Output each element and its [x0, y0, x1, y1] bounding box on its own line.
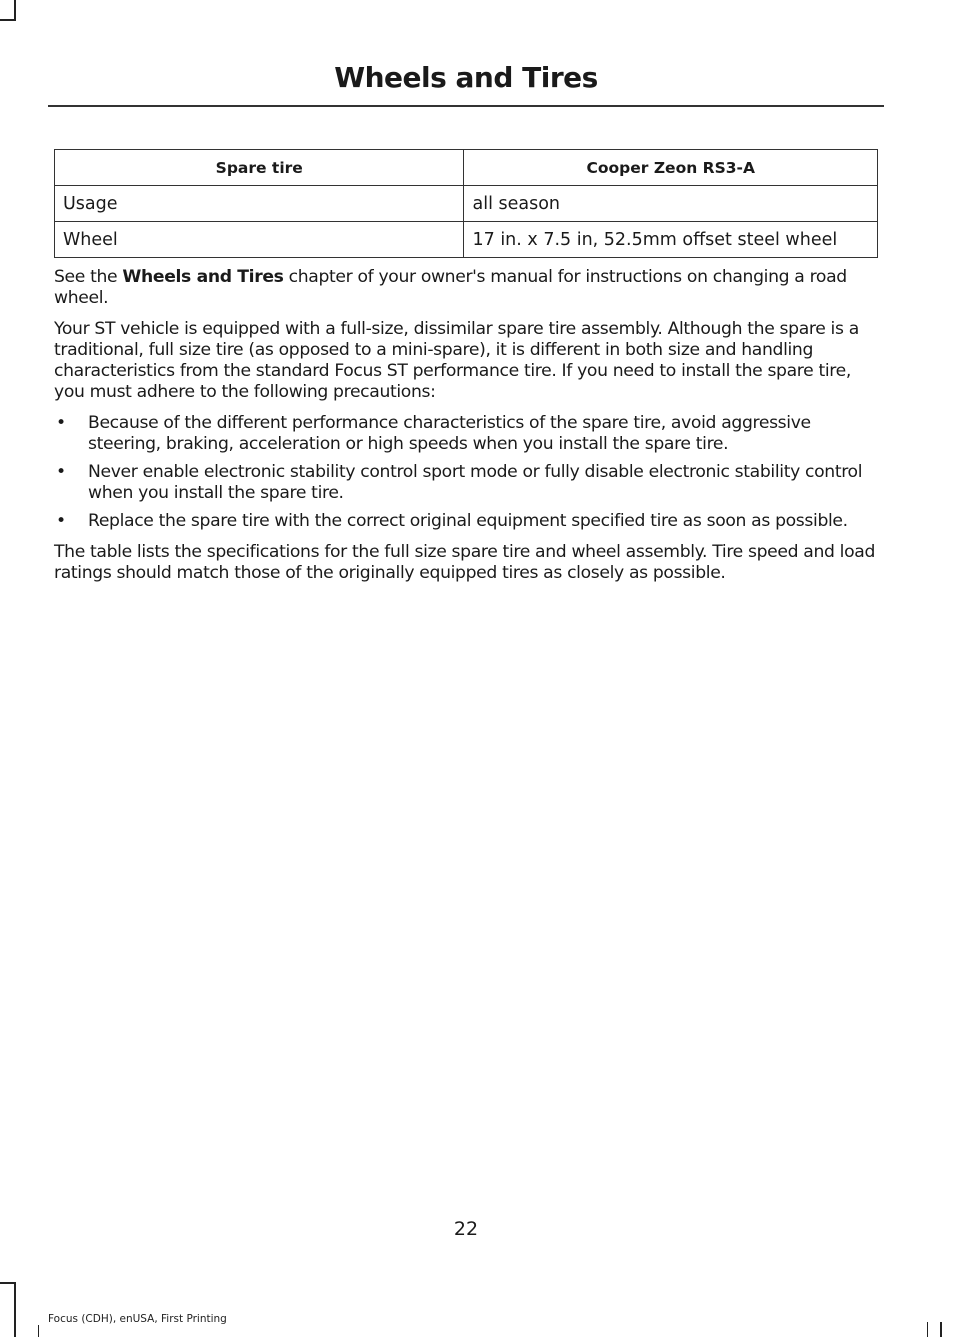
spare-tire-spec-table — [54, 149, 878, 258]
crop-mark-bottom-right-tick — [927, 1322, 928, 1337]
paragraph-reference — [54, 267, 880, 309]
table-row — [55, 186, 878, 222]
paragraph-text: chapter of your owner's manual for instructions on changing a road wheel. — [54, 267, 847, 308]
list-item-text: Never enable electronic stability control sport mode or fully disable electronic stability control when you install the spare tire. — [88, 462, 863, 503]
crop-mark-bottom-right-vertical — [940, 1322, 942, 1337]
crop-mark-top-left-vertical — [14, 0, 16, 20]
list-item — [54, 511, 880, 532]
paragraph-text: See the — [54, 267, 123, 287]
table-cell: 17 in. x 7.5 in, 52.5mm offset steel wheel — [464, 222, 878, 258]
bullet-glyph: • — [56, 413, 66, 433]
crop-mark-bottom-left-horizontal — [0, 1282, 16, 1284]
precautions-list — [54, 413, 880, 532]
table-cell: all season — [464, 186, 878, 222]
table-header-cell: Cooper Zeon RS3-A — [464, 150, 878, 186]
bullet-glyph: • — [56, 511, 66, 531]
table-cell: Usage — [55, 186, 464, 222]
body-text — [54, 267, 880, 594]
table-header-row — [55, 150, 878, 186]
bullet-glyph: • — [56, 462, 66, 482]
edition-footer: Focus (CDH), enUSA, First Printing — [48, 1313, 227, 1325]
table-header-cell: Spare tire — [55, 150, 464, 186]
title-rule — [48, 105, 884, 107]
table-cell: Wheel — [55, 222, 464, 258]
list-item — [54, 413, 880, 455]
crop-mark-top-left-horizontal — [0, 19, 16, 21]
crop-mark-bottom-left-vertical — [14, 1282, 16, 1337]
crop-mark-bottom-left-tick — [38, 1325, 39, 1337]
list-item — [54, 462, 880, 504]
list-item-text: Because of the different performance characteristics of the spare tire, avoid aggressive steering, braking, acceleration or high speeds when you install the spare tire. — [88, 413, 811, 454]
table-row — [55, 222, 878, 258]
chapter-reference: Wheels and Tires — [122, 267, 284, 287]
page-number: 22 — [453, 1218, 479, 1240]
paragraph-spec-note: The table lists the specifications for the full size spare tire and wheel assembly. Tire speed and load ratings should match those of the originally equipped tires as closely as possible. — [54, 542, 876, 583]
paragraph-spare-description: Your ST vehicle is equipped with a full-size, dissimilar spare tire assembly. Although the spare is a traditional, full size tire (as opposed to a mini-spare), it is different in both size and handling characteristics from the standard Focus ST performance tire. If you need to install the spare tire, you must adhere to the following precautions: — [54, 319, 859, 402]
list-item-text: Replace the spare tire with the correct original equipment specified tire as soon as possible. — [88, 511, 848, 531]
page-title: Wheels and Tires — [334, 61, 598, 94]
